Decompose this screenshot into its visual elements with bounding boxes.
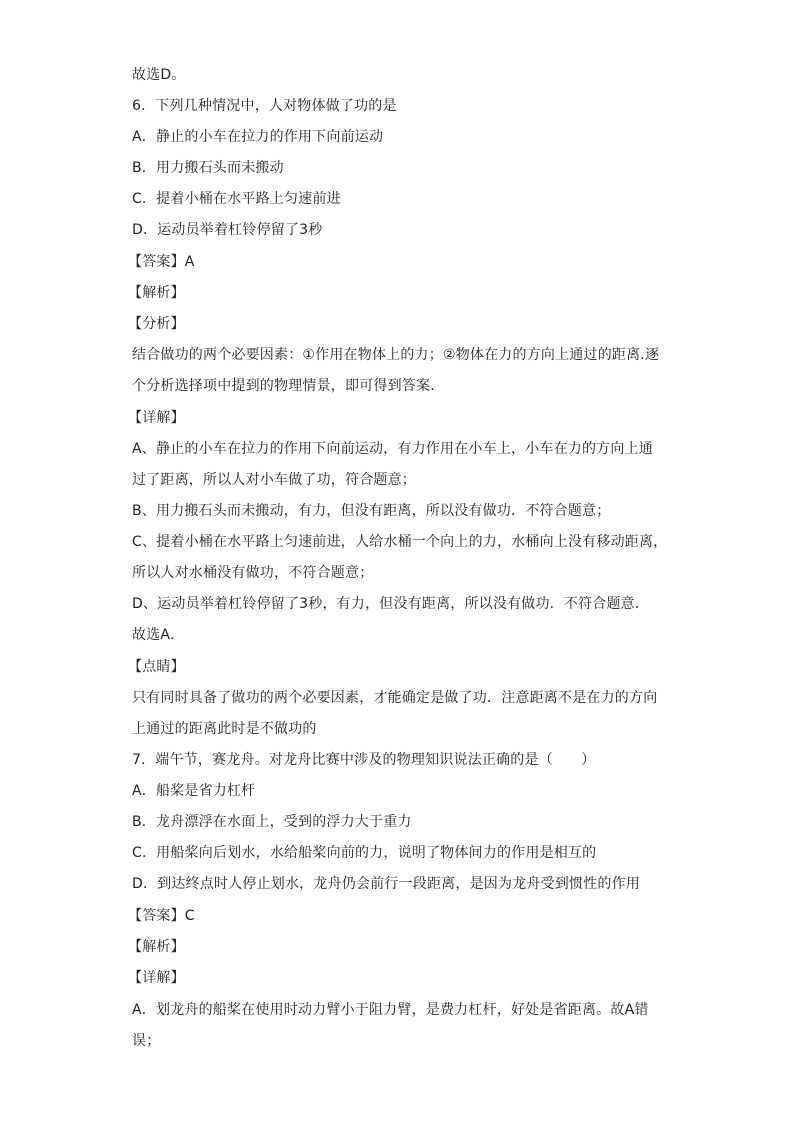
text-line: 结合做功的两个必要因素：①作用在物体上的力；②物体在力的方向上通过的距离.逐 <box>132 347 660 363</box>
text-line: 只有同时具备了做功的两个必要因素，才能确定是做了功．注意距离不是在力的方向 <box>132 690 658 706</box>
tip-heading: 【点睛】 <box>128 659 185 675</box>
breakdown-heading: 【分析】 <box>128 316 185 332</box>
text-line: A、静止的小车在拉力的作用下向前运动，有力作用在小车上，小车在力的方向上通 <box>132 441 653 457</box>
question-7-option-d: D．到达终点时人停止划水，龙舟仍会前行一段距离，是因为龙舟受到惯性的作用 <box>132 876 640 892</box>
question-7-option-c: C．用船桨向后划水，水给船桨向前的力，说明了物体间力的作用是相互的 <box>132 845 597 861</box>
text-line: D、运动员举着杠铃停留了3秒，有力，但没有距离，所以没有做功．不符合题意． <box>132 596 650 612</box>
text-line: C、提着小桶在水平路上匀速前进，人给水桶一个向上的力，水桶向上没有移动距离， <box>132 534 668 550</box>
detail-heading: 【详解】 <box>128 970 185 986</box>
analysis-heading: 【解析】 <box>128 285 185 301</box>
text-line: A．划龙舟的船桨在使用时动力臂小于阻力臂，是费力杠杆，好处是省距离。故A错 <box>132 1002 649 1018</box>
question-6-option-b: B．用力搬石头而未搬动 <box>132 160 284 176</box>
text-line: 故选A． <box>132 627 185 643</box>
detail-heading: 【详解】 <box>128 410 185 426</box>
text-line: 上通过的距离此时是不做功的 <box>132 721 317 737</box>
text-line: B、用力搬石头而未搬动，有力，但没有距离，所以没有做功．不符合题意； <box>132 503 611 519</box>
question-6-stem: 6．下列几种情况中，人对物体做了功的是 <box>132 98 397 114</box>
question-6-option-c: C．提着小桶在水平路上匀速前进 <box>132 191 341 207</box>
question-7-option-a: A．船桨是省力杠杆 <box>132 783 256 799</box>
question-6-option-d: D．运动员举着杠铃停留了3秒 <box>132 222 323 238</box>
question-7-stem: 7．端午节，赛龙舟。对龙舟比赛中涉及的物理知识说法正确的是（ ） <box>132 752 596 768</box>
answer-heading: 【答案】C <box>128 908 195 924</box>
question-6-option-a: A．静止的小车在拉力的作用下向前运动 <box>132 129 384 145</box>
question-7-option-b: B．龙舟漂浮在水面上，受到的浮力大于重力 <box>132 814 412 830</box>
text-line: 个分析选择项中提到的物理情景，即可得到答案． <box>132 378 445 394</box>
text-line: 所以人对水桶没有做功，不符合题意； <box>132 565 374 581</box>
text-line: 过了距离，所以人对小车做了功，符合题意； <box>132 472 416 488</box>
text-line: 故选D。 <box>132 67 186 83</box>
answer-heading: 【答案】A <box>128 254 195 270</box>
analysis-heading: 【解析】 <box>128 939 185 955</box>
text-line: 误； <box>132 1033 161 1049</box>
